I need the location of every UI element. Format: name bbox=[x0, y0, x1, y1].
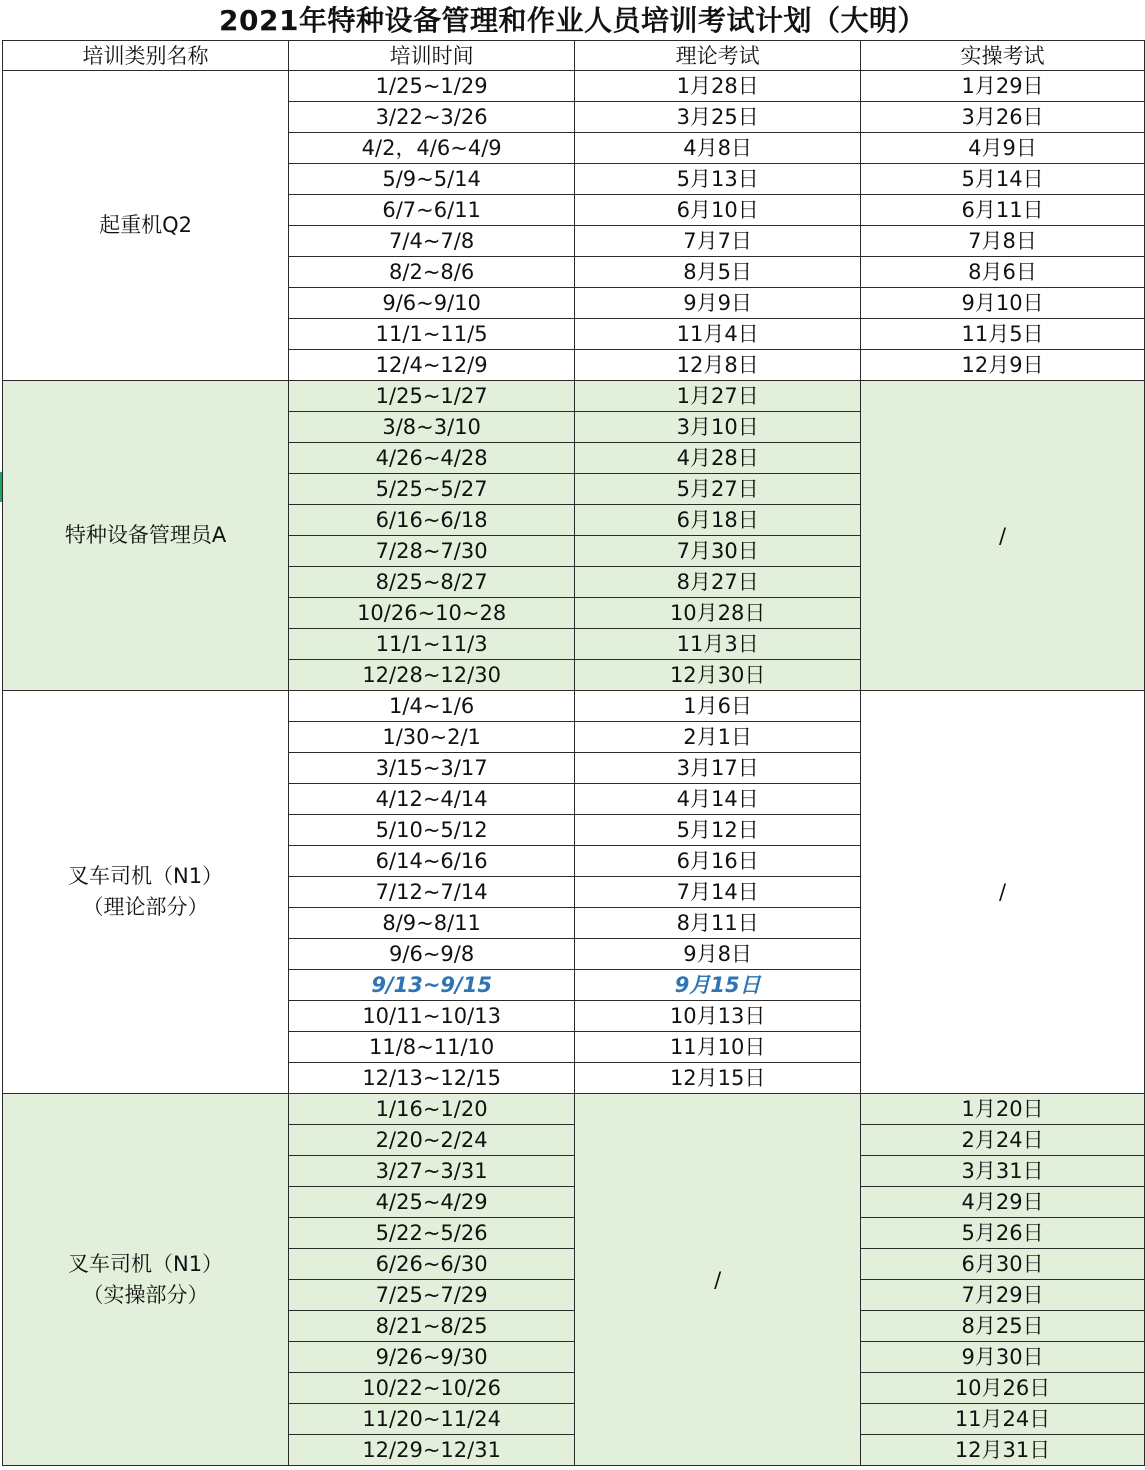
theory-exam-cell[interactable]: 12月8日 bbox=[575, 350, 861, 381]
training-time-cell[interactable]: 11/20~11/24 bbox=[289, 1404, 575, 1435]
training-time-cell[interactable]: 6/14~6/16 bbox=[289, 846, 575, 877]
practical-exam-cell[interactable]: 4月9日 bbox=[861, 133, 1145, 164]
theory-exam-cell[interactable]: 8月27日 bbox=[575, 567, 861, 598]
practical-exam-cell[interactable]: 1月20日 bbox=[861, 1094, 1145, 1125]
training-time-cell[interactable]: 8/21~8/25 bbox=[289, 1311, 575, 1342]
training-time-cell[interactable]: 7/25~7/29 bbox=[289, 1280, 575, 1311]
theory-exam-cell[interactable]: 2月1日 bbox=[575, 722, 861, 753]
training-time-cell[interactable]: 10/22~10/26 bbox=[289, 1373, 575, 1404]
theory-exam-cell[interactable]: 8月5日 bbox=[575, 257, 861, 288]
training-time-cell[interactable]: 12/28~12/30 bbox=[289, 660, 575, 691]
training-time-cell[interactable]: 11/8~11/10 bbox=[289, 1032, 575, 1063]
training-time-cell[interactable]: 8/25~8/27 bbox=[289, 567, 575, 598]
training-time-cell[interactable]: 3/27~3/31 bbox=[289, 1156, 575, 1187]
theory-exam-merged-cell[interactable]: / bbox=[575, 1094, 861, 1466]
theory-exam-cell[interactable]: 3月17日 bbox=[575, 753, 861, 784]
theory-exam-cell[interactable]: 8月11日 bbox=[575, 908, 861, 939]
practical-exam-cell[interactable]: 8月6日 bbox=[861, 257, 1145, 288]
training-time-cell[interactable]: 1/4~1/6 bbox=[289, 691, 575, 722]
theory-exam-cell[interactable]: 9月9日 bbox=[575, 288, 861, 319]
training-time-cell[interactable]: 1/30~2/1 bbox=[289, 722, 575, 753]
training-time-cell[interactable]: 4/25~4/29 bbox=[289, 1187, 575, 1218]
theory-exam-cell[interactable]: 1月6日 bbox=[575, 691, 861, 722]
page-title: 2021年特种设备管理和作业人员培训考试计划（大明） bbox=[219, 4, 926, 37]
table-row bbox=[3, 71, 1145, 102]
theory-exam-cell[interactable]: 5月12日 bbox=[575, 815, 861, 846]
training-time-cell[interactable]: 5/22~5/26 bbox=[289, 1218, 575, 1249]
training-time-cell[interactable]: 9/6~9/10 bbox=[289, 288, 575, 319]
training-time-cell[interactable]: 10/11~10/13 bbox=[289, 1001, 575, 1032]
theory-exam-cell[interactable]: 3月25日 bbox=[575, 102, 861, 133]
practical-exam-merged-cell[interactable]: / bbox=[861, 691, 1145, 1094]
category-cell[interactable]: 起重机Q2 bbox=[3, 71, 289, 381]
theory-exam-cell[interactable]: 9月8日 bbox=[575, 939, 861, 970]
training-time-cell[interactable]: 8/9~8/11 bbox=[289, 908, 575, 939]
practical-exam-cell[interactable]: 11月5日 bbox=[861, 319, 1145, 350]
training-time-cell[interactable]: 3/15~3/17 bbox=[289, 753, 575, 784]
training-time-cell[interactable]: 10/26~10~28 bbox=[289, 598, 575, 629]
practical-exam-cell[interactable]: 6月11日 bbox=[861, 195, 1145, 226]
theory-exam-cell[interactable]: 6月16日 bbox=[575, 846, 861, 877]
practical-exam-cell[interactable]: 10月26日 bbox=[861, 1373, 1145, 1404]
practical-exam-cell[interactable]: 4月29日 bbox=[861, 1187, 1145, 1218]
training-time-cell[interactable]: 2/20~2/24 bbox=[289, 1125, 575, 1156]
training-time-cell[interactable]: 11/1~11/3 bbox=[289, 629, 575, 660]
category-cell[interactable]: 叉车司机（N1） （理论部分） bbox=[3, 691, 289, 1094]
table-row bbox=[3, 1094, 1145, 1125]
training-time-cell[interactable]: 1/16~1/20 bbox=[289, 1094, 575, 1125]
training-time-cell[interactable]: 5/25~5/27 bbox=[289, 474, 575, 505]
practical-exam-cell[interactable]: 6月30日 bbox=[861, 1249, 1145, 1280]
training-time-cell[interactable]: 3/8~3/10 bbox=[289, 412, 575, 443]
practical-exam-cell[interactable]: 1月29日 bbox=[861, 71, 1145, 102]
theory-exam-cell[interactable]: 7月7日 bbox=[575, 226, 861, 257]
training-time-cell[interactable]: 4/26~4/28 bbox=[289, 443, 575, 474]
theory-exam-cell[interactable]: 12月30日 bbox=[575, 660, 861, 691]
practical-exam-cell[interactable]: 9月30日 bbox=[861, 1342, 1145, 1373]
theory-exam-cell[interactable]: 7月14日 bbox=[575, 877, 861, 908]
theory-exam-cell[interactable]: 9月15日 bbox=[575, 970, 861, 1001]
training-time-cell[interactable]: 12/29~12/31 bbox=[289, 1435, 575, 1466]
training-time-cell[interactable]: 7/12~7/14 bbox=[289, 877, 575, 908]
training-time-cell[interactable]: 6/16~6/18 bbox=[289, 505, 575, 536]
header-row bbox=[3, 41, 1145, 71]
theory-exam-cell[interactable]: 11月4日 bbox=[575, 319, 861, 350]
training-time-cell[interactable]: 5/9~5/14 bbox=[289, 164, 575, 195]
practical-exam-cell[interactable]: 7月29日 bbox=[861, 1280, 1145, 1311]
theory-exam-cell[interactable]: 5月27日 bbox=[575, 474, 861, 505]
theory-exam-cell[interactable]: 3月10日 bbox=[575, 412, 861, 443]
theory-exam-cell[interactable]: 12月15日 bbox=[575, 1063, 861, 1094]
training-time-cell[interactable]: 4/2，4/6~4/9 bbox=[289, 133, 575, 164]
practical-exam-merged-cell[interactable]: / bbox=[861, 381, 1145, 691]
theory-exam-cell[interactable]: 6月10日 bbox=[575, 195, 861, 226]
table-row bbox=[3, 691, 1145, 722]
training-time-cell[interactable]: 6/7~6/11 bbox=[289, 195, 575, 226]
category-cell[interactable]: 叉车司机（N1） （实操部分） bbox=[3, 1094, 289, 1466]
theory-exam-cell[interactable]: 11月10日 bbox=[575, 1032, 861, 1063]
table-row bbox=[3, 381, 1145, 412]
header-category[interactable]: 培训类别名称 bbox=[3, 41, 289, 71]
theory-exam-cell[interactable]: 10月13日 bbox=[575, 1001, 861, 1032]
practical-exam-cell[interactable]: 3月31日 bbox=[861, 1156, 1145, 1187]
theory-exam-cell[interactable]: 1月28日 bbox=[575, 71, 861, 102]
training-time-cell[interactable]: 11/1~11/5 bbox=[289, 319, 575, 350]
header-practical-exam[interactable]: 实操考试 bbox=[861, 41, 1145, 71]
training-time-cell[interactable]: 1/25~1/27 bbox=[289, 381, 575, 412]
practical-exam-cell[interactable]: 9月10日 bbox=[861, 288, 1145, 319]
practical-exam-cell[interactable]: 2月24日 bbox=[861, 1125, 1145, 1156]
header-training-time[interactable]: 培训时间 bbox=[289, 41, 575, 71]
theory-exam-cell[interactable]: 4月8日 bbox=[575, 133, 861, 164]
training-time-cell[interactable]: 12/13~12/15 bbox=[289, 1063, 575, 1094]
training-time-cell[interactable]: 4/12~4/14 bbox=[289, 784, 575, 815]
practical-exam-cell[interactable]: 12月9日 bbox=[861, 350, 1145, 381]
training-time-cell[interactable]: 1/25~1/29 bbox=[289, 71, 575, 102]
training-time-cell[interactable]: 8/2~8/6 bbox=[289, 257, 575, 288]
theory-exam-cell[interactable]: 5月13日 bbox=[575, 164, 861, 195]
practical-exam-cell[interactable]: 5月26日 bbox=[861, 1218, 1145, 1249]
training-time-cell[interactable]: 9/6~9/8 bbox=[289, 939, 575, 970]
theory-exam-cell[interactable]: 10月28日 bbox=[575, 598, 861, 629]
category-cell[interactable]: 特种设备管理员A bbox=[3, 381, 289, 691]
practical-exam-cell[interactable]: 7月8日 bbox=[861, 226, 1145, 257]
training-time-cell[interactable]: 7/4~7/8 bbox=[289, 226, 575, 257]
theory-exam-cell[interactable]: 4月28日 bbox=[575, 443, 861, 474]
theory-exam-cell[interactable]: 7月30日 bbox=[575, 536, 861, 567]
schedule-table bbox=[2, 40, 1145, 1466]
training-time-cell[interactable]: 9/13~9/15 bbox=[289, 970, 575, 1001]
theory-exam-cell[interactable]: 11月3日 bbox=[575, 629, 861, 660]
training-time-cell[interactable]: 3/22~3/26 bbox=[289, 102, 575, 133]
theory-exam-cell[interactable]: 1月27日 bbox=[575, 381, 861, 412]
theory-exam-cell[interactable]: 6月18日 bbox=[575, 505, 861, 536]
practical-exam-cell[interactable]: 11月24日 bbox=[861, 1404, 1145, 1435]
practical-exam-cell[interactable]: 5月14日 bbox=[861, 164, 1145, 195]
training-time-cell[interactable]: 6/26~6/30 bbox=[289, 1249, 575, 1280]
practical-exam-cell[interactable]: 8月25日 bbox=[861, 1311, 1145, 1342]
training-time-cell[interactable]: 12/4~12/9 bbox=[289, 350, 575, 381]
practical-exam-cell[interactable]: 3月26日 bbox=[861, 102, 1145, 133]
training-time-cell[interactable]: 7/28~7/30 bbox=[289, 536, 575, 567]
practical-exam-cell[interactable]: 12月31日 bbox=[861, 1435, 1145, 1466]
training-time-cell[interactable]: 9/26~9/30 bbox=[289, 1342, 575, 1373]
header-theory-exam[interactable]: 理论考试 bbox=[575, 41, 861, 71]
training-time-cell[interactable]: 5/10~5/12 bbox=[289, 815, 575, 846]
theory-exam-cell[interactable]: 4月14日 bbox=[575, 784, 861, 815]
